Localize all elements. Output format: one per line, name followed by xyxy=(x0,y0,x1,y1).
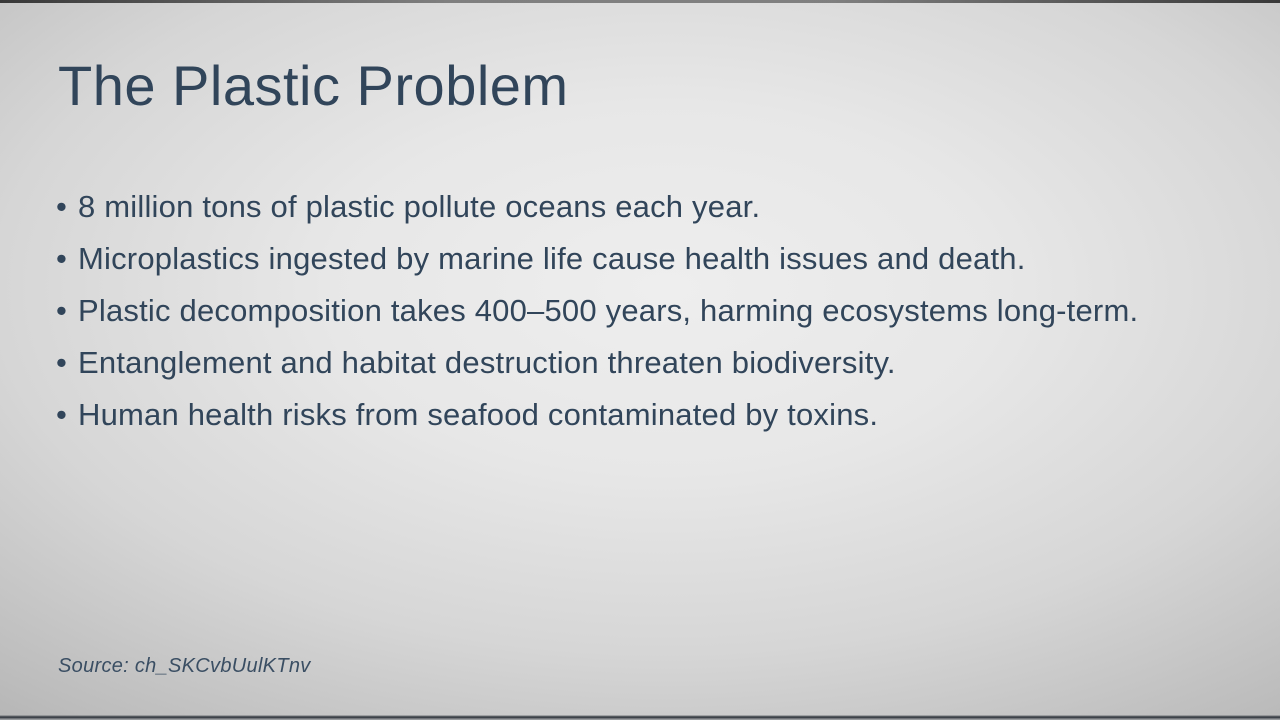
bullet-text: Plastic decomposition takes 400–500 years, harming ecosystems long-term. xyxy=(78,293,1139,328)
slide-title: The Plastic Problem xyxy=(58,54,569,117)
bullet-marker-icon: • xyxy=(56,397,68,432)
bullet-item xyxy=(56,285,1220,337)
bullet-item xyxy=(56,181,1220,233)
bullet-text: 8 million tons of plastic pollute oceans each year. xyxy=(78,189,761,224)
bullet-marker-icon: • xyxy=(56,345,68,380)
bullet-marker-icon: • xyxy=(56,241,68,276)
bullet-text: Human health risks from seafood contaminated by toxins. xyxy=(78,397,879,432)
top-edge-divider xyxy=(0,0,1280,3)
bullet-item xyxy=(56,337,1220,389)
bullet-marker-icon: • xyxy=(56,293,68,328)
bullet-list xyxy=(56,181,1220,441)
bullet-text: Microplastics ingested by marine life cause health issues and death. xyxy=(78,241,1026,276)
bullet-item xyxy=(56,233,1220,285)
bullet-text: Entanglement and habitat destruction threaten biodiversity. xyxy=(78,345,896,380)
source-caption: Source: ch_SKCvbUulKTnv xyxy=(58,655,311,677)
bullet-marker-icon: • xyxy=(56,189,68,224)
bottom-edge-divider xyxy=(0,715,1280,720)
bullet-item xyxy=(56,389,1220,441)
